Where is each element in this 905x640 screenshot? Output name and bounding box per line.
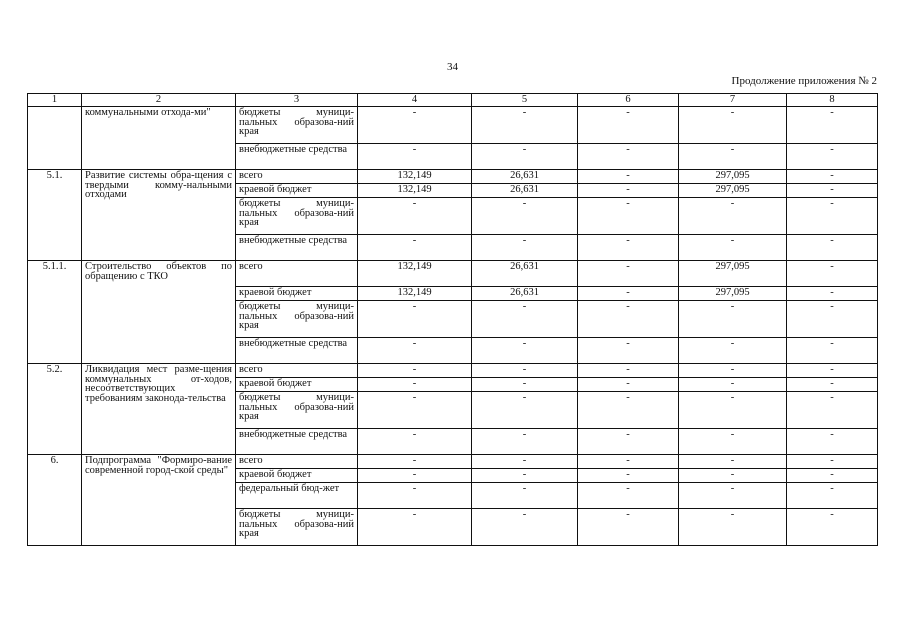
value-cell-col-5: -: [472, 198, 578, 235]
funding-source-cell: внебюджетные средства: [236, 338, 358, 364]
funding-source-cell: всего: [236, 261, 358, 287]
value-cell-col-5: -: [472, 338, 578, 364]
value-cell-col-7: -: [679, 483, 787, 509]
table-row: [28, 261, 878, 287]
value-cell-col-7: 297,095: [679, 170, 787, 184]
page-number: 34: [447, 61, 458, 73]
measure-name-cell: Развитие системы обра-щения с твердыми комму-нальными отходами: [82, 170, 236, 261]
value-cell-col-8: -: [787, 509, 878, 546]
value-cell-col-7: -: [679, 455, 787, 469]
value-cell-col-6: -: [578, 184, 679, 198]
value-cell-col-4: -: [358, 107, 472, 144]
value-cell-col-4: -: [358, 429, 472, 455]
value-cell-col-6: -: [578, 170, 679, 184]
value-cell-col-8: -: [787, 184, 878, 198]
column-header-1: 1: [28, 94, 82, 107]
value-cell-col-8: -: [787, 287, 878, 301]
value-cell-col-6: -: [578, 198, 679, 235]
value-cell-col-6: -: [578, 378, 679, 392]
funding-source-cell: всего: [236, 364, 358, 378]
value-cell-col-4: -: [358, 469, 472, 483]
row-number-cell: [28, 107, 82, 170]
value-cell-col-7: -: [679, 469, 787, 483]
value-cell-col-8: -: [787, 338, 878, 364]
value-cell-col-5: -: [472, 301, 578, 338]
column-header-8: 8: [787, 94, 878, 107]
funding-source-cell: бюджеты муници-пальных образова-ний края: [236, 509, 358, 546]
value-cell-col-7: -: [679, 144, 787, 170]
table-body: [28, 107, 878, 546]
value-cell-col-8: -: [787, 455, 878, 469]
value-cell-col-6: -: [578, 235, 679, 261]
value-cell-col-5: -: [472, 483, 578, 509]
table-header-row: [28, 94, 878, 107]
funding-source-cell: бюджеты муници-пальных образова-ний края: [236, 301, 358, 338]
value-cell-col-4: -: [358, 509, 472, 546]
value-cell-col-4: 132,149: [358, 287, 472, 301]
value-cell-col-8: -: [787, 469, 878, 483]
value-cell-col-6: -: [578, 287, 679, 301]
value-cell-col-8: -: [787, 301, 878, 338]
value-cell-col-5: 26,631: [472, 184, 578, 198]
value-cell-col-7: -: [679, 198, 787, 235]
measure-name-cell: Подпрограмма "Формиро-вание современной город-ской среды": [82, 455, 236, 546]
value-cell-col-5: -: [472, 392, 578, 429]
value-cell-col-5: -: [472, 107, 578, 144]
column-header-2: 2: [82, 94, 236, 107]
value-cell-col-5: -: [472, 235, 578, 261]
value-cell-col-6: -: [578, 144, 679, 170]
value-cell-col-5: -: [472, 429, 578, 455]
value-cell-col-4: -: [358, 198, 472, 235]
funding-source-cell: федеральный бюд-жет: [236, 483, 358, 509]
column-header-6: 6: [578, 94, 679, 107]
funding-source-cell: бюджеты муници-пальных образова-ний края: [236, 392, 358, 429]
value-cell-col-4: -: [358, 144, 472, 170]
value-cell-col-8: -: [787, 235, 878, 261]
value-cell-col-7: -: [679, 301, 787, 338]
funding-source-cell: всего: [236, 170, 358, 184]
value-cell-col-8: -: [787, 144, 878, 170]
value-cell-col-8: -: [787, 170, 878, 184]
column-header-5: 5: [472, 94, 578, 107]
value-cell-col-4: -: [358, 378, 472, 392]
value-cell-col-4: -: [358, 483, 472, 509]
value-cell-col-7: -: [679, 392, 787, 429]
value-cell-col-6: -: [578, 469, 679, 483]
value-cell-col-5: 26,631: [472, 287, 578, 301]
funding-source-cell: внебюджетные средства: [236, 235, 358, 261]
value-cell-col-7: -: [679, 235, 787, 261]
funding-source-cell: внебюджетные средства: [236, 429, 358, 455]
value-cell-col-6: -: [578, 107, 679, 144]
appendix-continuation-label: Продолжение приложения № 2: [731, 75, 877, 87]
value-cell-col-5: -: [472, 378, 578, 392]
funding-source-cell: всего: [236, 455, 358, 469]
column-header-3: 3: [236, 94, 358, 107]
value-cell-col-5: -: [472, 509, 578, 546]
value-cell-col-6: -: [578, 364, 679, 378]
row-number-cell: 5.1.: [28, 170, 82, 261]
value-cell-col-4: -: [358, 338, 472, 364]
measure-name-cell: Строительство объектов по обращению с ТКО: [82, 261, 236, 364]
value-cell-col-4: -: [358, 455, 472, 469]
value-cell-col-4: -: [358, 235, 472, 261]
funding-source-cell: краевой бюджет: [236, 287, 358, 301]
column-header-7: 7: [679, 94, 787, 107]
value-cell-col-8: -: [787, 364, 878, 378]
table-row: [28, 455, 878, 469]
value-cell-col-6: -: [578, 429, 679, 455]
funding-source-cell: внебюджетные средства: [236, 144, 358, 170]
value-cell-col-8: -: [787, 198, 878, 235]
value-cell-col-5: 26,631: [472, 261, 578, 287]
value-cell-col-6: -: [578, 455, 679, 469]
table-row: [28, 170, 878, 184]
value-cell-col-6: -: [578, 338, 679, 364]
funding-source-cell: краевой бюджет: [236, 184, 358, 198]
value-cell-col-4: -: [358, 364, 472, 378]
value-cell-col-5: -: [472, 469, 578, 483]
funding-source-cell: бюджеты муници-пальных образова-ний края: [236, 198, 358, 235]
value-cell-col-7: -: [679, 338, 787, 364]
value-cell-col-7: -: [679, 364, 787, 378]
budget-table: [27, 93, 878, 546]
value-cell-col-7: -: [679, 378, 787, 392]
value-cell-col-5: -: [472, 144, 578, 170]
value-cell-col-6: -: [578, 392, 679, 429]
value-cell-col-4: 132,149: [358, 184, 472, 198]
value-cell-col-7: 297,095: [679, 287, 787, 301]
measure-name-cell: коммунальными отхода-ми": [82, 107, 236, 170]
row-number-cell: 5.1.1.: [28, 261, 82, 364]
value-cell-col-4: -: [358, 301, 472, 338]
value-cell-col-7: -: [679, 429, 787, 455]
measure-name-cell: Ликвидация мест разме-щения коммунальных от-ходов, несоответствующих требованиям законода-тельства: [82, 364, 236, 455]
value-cell-col-7: -: [679, 107, 787, 144]
value-cell-col-6: -: [578, 483, 679, 509]
value-cell-col-7: -: [679, 509, 787, 546]
funding-source-cell: краевой бюджет: [236, 469, 358, 483]
value-cell-col-5: -: [472, 364, 578, 378]
value-cell-col-8: -: [787, 483, 878, 509]
row-number-cell: 5.2.: [28, 364, 82, 455]
value-cell-col-7: 297,095: [679, 184, 787, 198]
funding-source-cell: бюджеты муници-пальных образова-ний края: [236, 107, 358, 144]
value-cell-col-8: -: [787, 429, 878, 455]
value-cell-col-4: 132,149: [358, 261, 472, 287]
value-cell-col-6: -: [578, 261, 679, 287]
value-cell-col-8: -: [787, 378, 878, 392]
funding-source-cell: краевой бюджет: [236, 378, 358, 392]
value-cell-col-5: 26,631: [472, 170, 578, 184]
row-number-cell: 6.: [28, 455, 82, 546]
value-cell-col-5: -: [472, 455, 578, 469]
value-cell-col-4: -: [358, 392, 472, 429]
value-cell-col-4: 132,149: [358, 170, 472, 184]
value-cell-col-6: -: [578, 509, 679, 546]
value-cell-col-8: -: [787, 107, 878, 144]
value-cell-col-6: -: [578, 301, 679, 338]
value-cell-col-8: -: [787, 392, 878, 429]
table-row: [28, 107, 878, 144]
value-cell-col-8: -: [787, 261, 878, 287]
table-row: [28, 364, 878, 378]
column-header-4: 4: [358, 94, 472, 107]
value-cell-col-7: 297,095: [679, 261, 787, 287]
